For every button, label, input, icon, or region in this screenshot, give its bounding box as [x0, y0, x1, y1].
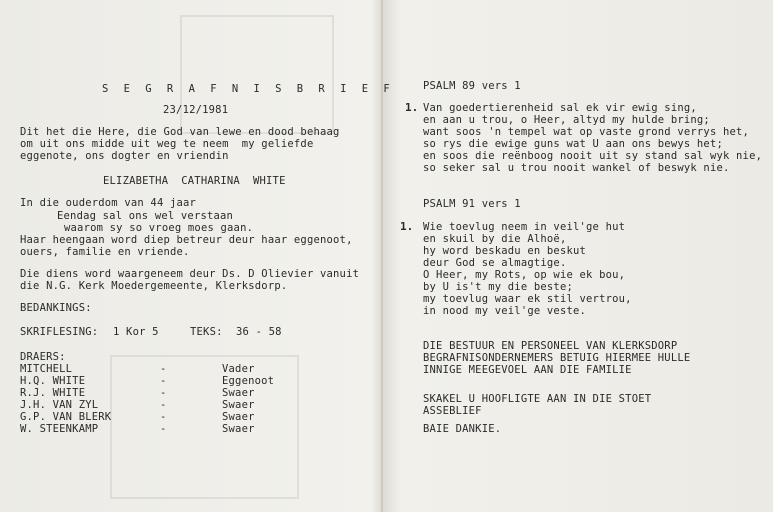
- psalm-line: by U is't my die beste;: [423, 281, 573, 293]
- closing-thanks: BAIE DANKIE.: [423, 423, 502, 435]
- intro-line: eggenote, ons dogter en vriendin: [20, 150, 229, 162]
- bearer-relation: Swaer: [222, 387, 255, 399]
- psalm-line: so seker sal u trou nooit wankel of beswyk nie.: [423, 162, 730, 174]
- psalm-line: my toevlug waar ek stil vertrou,: [423, 293, 632, 305]
- intro-line: Dit het die Here, die God van lewe en dood behaag: [20, 126, 340, 138]
- psalm-line: want soos 'n tempel wat op vaste grond verrys het,: [423, 126, 750, 138]
- headlights-request-line: SKAKEL U HOOFLIGTE AAN IN DIE STOET: [423, 393, 652, 405]
- psalm-89-verse-number: 1.: [405, 101, 419, 114]
- bearer-name: G.P. VAN BLERK: [20, 411, 112, 423]
- board-message-line: INNIGE MEEGEVOEL AAN DIE FAMILIE: [423, 364, 632, 376]
- bearer-name: R.J. WHITE: [20, 387, 86, 399]
- mourn-line: Haar heengaan word diep betreur deur haar eggenoot,: [20, 234, 353, 246]
- psalm-line: in nood my veil'ge veste.: [423, 305, 587, 317]
- psalm-line: O Heer, my Rots, op wie ek bou,: [423, 269, 626, 281]
- age-line: In die ouderdom van 44 jaar: [20, 197, 197, 209]
- psalm-line: deur God se almagtige.: [423, 257, 567, 269]
- reading-label: SKRIFLESING:: [20, 326, 99, 338]
- page-fold: [381, 0, 383, 512]
- bearer-relation: Eggenoot: [222, 375, 275, 387]
- psalm-line: so rys die ewige guns wat U aan ons bewys het;: [423, 138, 723, 150]
- thanks-heading: BEDANKINGS:: [20, 302, 92, 314]
- bearer-name: J.H. VAN ZYL: [20, 399, 99, 411]
- service-line: Die diens word waargeneem deur Ds. D Olievier vanuit: [20, 268, 360, 280]
- psalm-line: en aan u trou, o Heer, altyd my hulde bring;: [423, 114, 710, 126]
- psalm-line: en soos die reënboog nooit uit sy stand sal wyk nie,: [423, 150, 763, 162]
- bearer-name: MITCHELL: [20, 363, 73, 375]
- psalm-line: Van goedertierenheid sal ek vir ewig sing,: [423, 102, 697, 114]
- psalm-91-title: PSALM 91 vers 1: [423, 198, 521, 210]
- mourn-line: ouers, familie en vriende.: [20, 246, 190, 258]
- bearer-dash: -: [160, 387, 167, 399]
- intro-line: om uit ons midde uit weg te neem my geliefde: [20, 138, 314, 150]
- service-line: die N.G. Kerk Moedergemeente, Klerksdorp.: [20, 280, 288, 292]
- psalm-line: en skuil by die Alhoë,: [423, 233, 567, 245]
- bearer-dash: -: [160, 399, 167, 411]
- psalm-line: Wie toevlug neem in veil'ge hut: [423, 221, 626, 233]
- verse-line: waarom sy so vroeg moes gaan.: [64, 222, 254, 234]
- bearer-dash: -: [160, 363, 167, 375]
- reading-ref: 1 Kor 5: [113, 326, 159, 338]
- bearer-dash: -: [160, 423, 167, 435]
- text-label: TEKS:: [190, 326, 223, 338]
- bearers-heading: DRAERS:: [20, 351, 66, 363]
- board-message-line: DIE BESTUUR EN PERSONEEL VAN KLERKSDORP: [423, 340, 678, 352]
- psalm-89-title: PSALM 89 vers 1: [423, 80, 521, 92]
- psalm-91-verse-number: 1.: [400, 220, 414, 233]
- watermark-frame: [180, 15, 334, 134]
- notice-title: S E G R A F N I S B R I E F: [102, 83, 395, 95]
- bearer-relation: Swaer: [222, 399, 255, 411]
- deceased-name: ELIZABETHA CATHARINA WHITE: [103, 175, 286, 187]
- text-ref: 36 - 58: [236, 326, 282, 338]
- verse-line: Eendag sal ons wel verstaan: [57, 210, 234, 222]
- bearer-relation: Vader: [222, 363, 255, 375]
- board-message-line: BEGRAFNISONDERNEMERS BETUIG HIERMEE HULLE: [423, 352, 691, 364]
- bearer-relation: Swaer: [222, 411, 255, 423]
- notice-date: 23/12/1981: [163, 104, 229, 116]
- bearer-dash: -: [160, 375, 167, 387]
- bearer-relation: Swaer: [222, 423, 255, 435]
- bearer-dash: -: [160, 411, 167, 423]
- psalm-line: hy word beskadu en beskut: [423, 245, 587, 257]
- bearer-name: H.Q. WHITE: [20, 375, 86, 387]
- headlights-request-line: ASSEBLIEF: [423, 405, 482, 417]
- bearer-name: W. STEENKAMP: [20, 423, 99, 435]
